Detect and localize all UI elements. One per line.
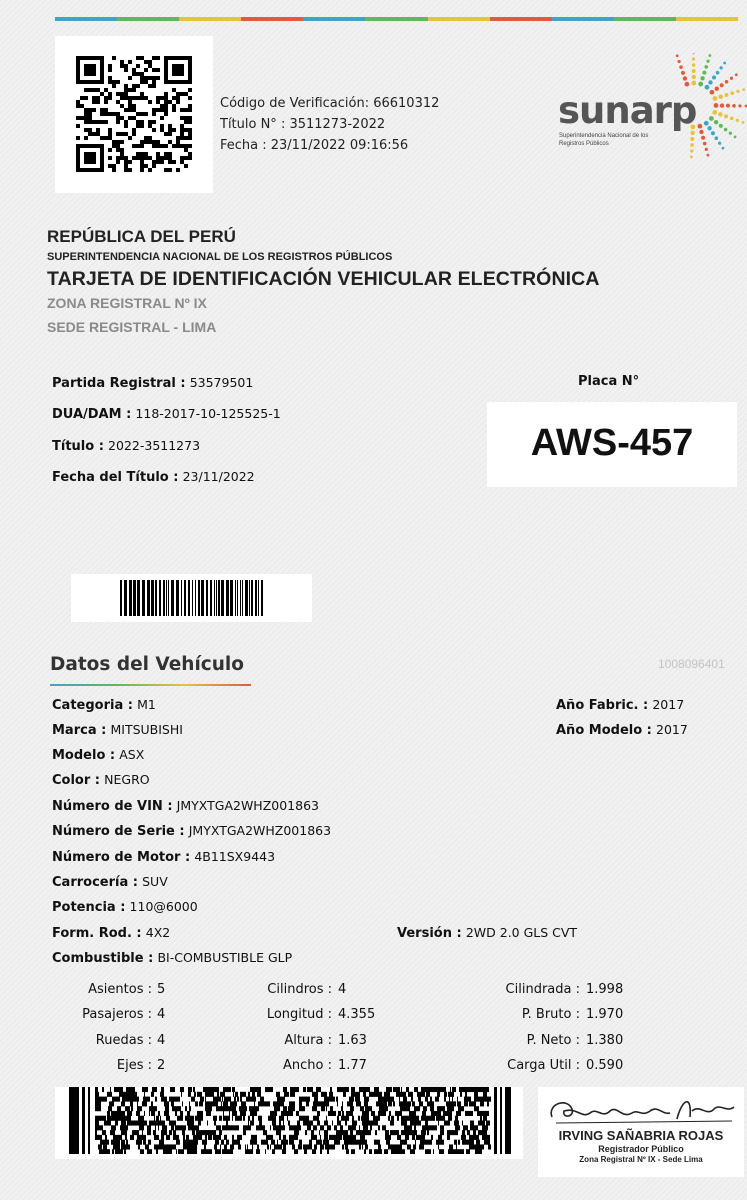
pdf417-box (55, 1087, 523, 1159)
potencia-label: Potencia : (52, 900, 126, 915)
titulo-value: 2022-3511273 (108, 438, 201, 453)
qr-code-box (55, 36, 213, 193)
potencia-field (52, 899, 198, 915)
titulo-label: Título : (52, 439, 104, 454)
marca-label: Marca : (52, 723, 107, 738)
top-line-segment (55, 17, 117, 21)
ancho-value: 1.77 (338, 1058, 367, 1073)
pasajeros-value: 4 (157, 1007, 166, 1022)
signature-box (538, 1087, 744, 1177)
barcode-box (71, 574, 312, 622)
cilindros-value: 4 (338, 982, 347, 997)
combustible-field (52, 950, 292, 966)
combustible-value: BI-COMBUSTIBLE GLP (157, 950, 293, 965)
logo-subtitle: Superintendencia Nacional de los Registros Públicos (559, 133, 649, 147)
anio-fabric-label: Año Fabric. : (556, 698, 649, 713)
ancho-label: Ancho : (283, 1058, 332, 1073)
fecha-value: 23/11/2022 (182, 469, 255, 484)
vin-field (52, 798, 319, 814)
handwritten-signature-icon (542, 1089, 740, 1131)
vin-value: JMYXTGA2WHZ001863 (176, 798, 319, 813)
p-neto-value: 1.380 (586, 1033, 624, 1048)
form-rod-value: 4X2 (145, 925, 171, 940)
version-label: Versión : (397, 926, 462, 941)
color-label: Color : (52, 773, 100, 788)
card-title: TARJETA DE IDENTIFICACIÓN VEHICULAR ELECTRÓNICA (47, 268, 600, 290)
p-bruto-value: 1.970 (586, 1007, 624, 1022)
barcode-icon (120, 580, 263, 616)
anio-fabric-value: 2017 (652, 697, 685, 712)
cilindros-label: Cilindros : (267, 982, 332, 997)
top-line-segment (303, 17, 365, 21)
logo-name: sunarp (558, 89, 697, 132)
pasajeros-label: Pasajeros : (82, 1007, 152, 1022)
section-underline (50, 684, 251, 686)
plate-number: AWS-457 (530, 422, 694, 464)
categoria-label: Categoria : (52, 698, 133, 713)
serie-label: Número de Serie : (52, 824, 185, 839)
dua-label: DUA/DAM : (52, 407, 132, 422)
registrar-zone: Zona Registral Nº IX - Sede Lima (579, 1155, 703, 1164)
carroceria-value: SUV (142, 874, 168, 889)
marca-field (52, 722, 183, 738)
ejes-label: Ejes : (116, 1058, 152, 1073)
document-number: 1008096401 (658, 657, 725, 671)
seat-heading: SEDE REGISTRAL - LIMA (47, 319, 217, 335)
verification-info (220, 93, 439, 156)
top-line-segment (365, 17, 427, 21)
anio-modelo-field (556, 722, 688, 738)
top-line-segment (614, 17, 676, 21)
combustible-label: Combustible : (52, 951, 154, 966)
top-line-segment (241, 17, 303, 21)
verification-date: Fecha : 23/11/2022 09:16:56 (220, 138, 409, 153)
dua-value: 118-2017-10-125525-1 (135, 406, 281, 421)
carroceria-label: Carrocería : (52, 875, 138, 890)
motor-label: Número de Motor : (52, 850, 191, 865)
categoria-field (52, 697, 156, 713)
registrar-name: IRVING SAÑABRIA ROJAS (558, 1128, 724, 1143)
top-line-segment (552, 17, 614, 21)
motor-value: 4B11SX9443 (194, 849, 276, 864)
cilindrada-value: 1.998 (586, 982, 624, 997)
carroceria-field (52, 874, 168, 890)
sunarp-logo (556, 53, 747, 161)
categoria-value: M1 (137, 697, 156, 712)
carga-util-label: Carga Util : (507, 1058, 580, 1073)
top-line-segment (676, 17, 738, 21)
potencia-value: 110@6000 (129, 899, 198, 914)
partida-field (52, 375, 253, 391)
fecha-field (52, 469, 255, 485)
anio-fabric-field (556, 697, 684, 713)
color-field (52, 772, 150, 788)
qr-code-icon (76, 56, 192, 172)
agency-heading: SUPERINTENDENCIA NACIONAL DE LOS REGISTROS PÚBLICOS (47, 251, 393, 263)
fecha-label: Fecha del Título : (52, 470, 179, 485)
anio-modelo-value: 2017 (656, 722, 688, 737)
verification-code: Código de Verificación: 66610312 (220, 96, 440, 111)
form-rod-label: Form. Rod. : (52, 926, 142, 941)
partida-label: Partida Registral : (52, 376, 186, 391)
carga-util-value: 0.590 (586, 1058, 624, 1073)
partida-value: 53579501 (189, 375, 254, 390)
asientos-value: 5 (157, 982, 166, 997)
altura-label: Altura : (284, 1033, 332, 1048)
plate-box (487, 402, 737, 487)
top-line-segment (117, 17, 179, 21)
vin-label: Número de VIN : (52, 799, 173, 814)
modelo-field (52, 747, 144, 763)
longitud-value: 4.355 (338, 1007, 376, 1022)
version-field (397, 925, 577, 941)
modelo-label: Modelo : (52, 748, 116, 763)
serie-field (52, 823, 331, 839)
asientos-label: Asientos : (88, 982, 152, 997)
marca-value: MITSUBISHI (110, 722, 183, 737)
serie-value: JMYXTGA2WHZ001863 (188, 823, 332, 838)
top-color-line (55, 17, 738, 21)
titulo-field (52, 438, 200, 454)
cilindrada-label: Cilindrada : (505, 982, 580, 997)
top-line-segment (179, 17, 241, 21)
republic-heading: REPÚBLICA DEL PERÚ (47, 227, 236, 246)
ruedas-value: 4 (157, 1033, 166, 1048)
ejes-value: 2 (157, 1058, 166, 1073)
color-value: NEGRO (104, 772, 150, 787)
plate-label: Placa N° (578, 374, 640, 389)
verification-title: Título N° : 3511273-2022 (220, 117, 386, 132)
p-neto-label: P. Neto : (526, 1033, 580, 1048)
altura-value: 1.63 (338, 1033, 367, 1048)
top-line-segment (490, 17, 552, 21)
dua-field (52, 406, 281, 422)
longitud-label: Longitud : (266, 1007, 332, 1022)
top-line-segment (428, 17, 490, 21)
motor-field (52, 849, 275, 865)
version-value: 2WD 2.0 GLS CVT (465, 925, 578, 940)
modelo-value: ASX (119, 747, 145, 762)
p-bruto-label: P. Bruto : (521, 1007, 580, 1022)
registrar-role: Registrador Público (598, 1144, 684, 1154)
anio-modelo-label: Año Modelo : (556, 723, 652, 738)
pdf417-barcode-icon (69, 1087, 511, 1154)
ruedas-label: Ruedas : (95, 1033, 152, 1048)
form-rod-field (52, 925, 170, 941)
vehicle-section-title: Datos del Vehículo (50, 654, 244, 675)
zone-heading: ZONA REGISTRAL Nº IX (47, 295, 207, 311)
